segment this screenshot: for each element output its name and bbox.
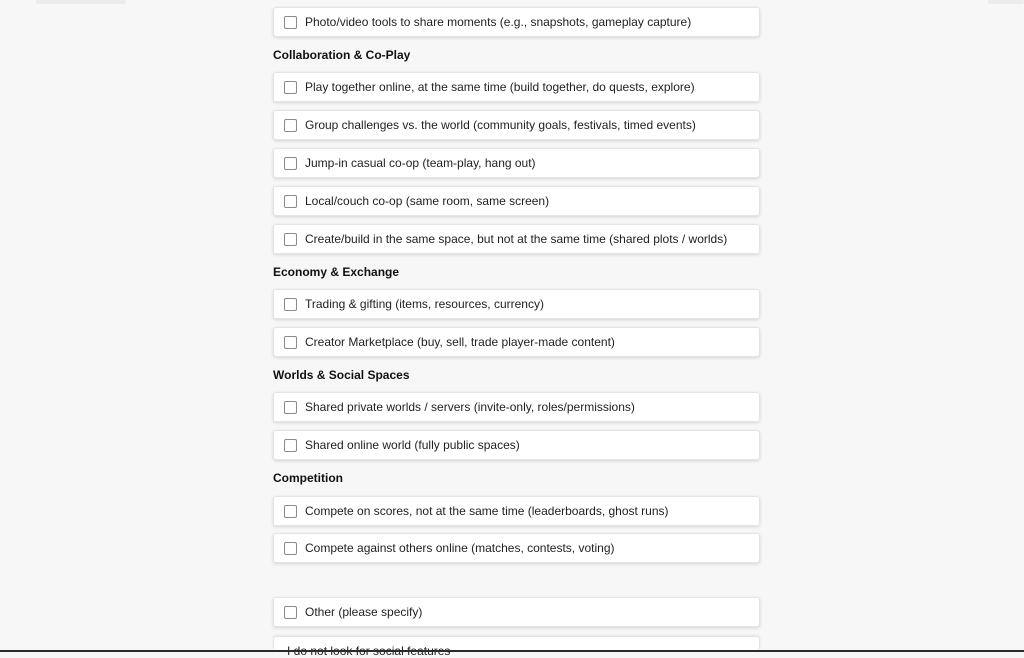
- window-bottom-edge: [0, 650, 1024, 652]
- option-label: Shared private worlds / servers (invite-only, roles/permissions): [305, 400, 635, 414]
- option-label: Photo/video tools to share moments (e.g., snapshots, gameplay capture): [305, 15, 692, 29]
- option-label: Shared online world (fully public spaces): [305, 438, 520, 452]
- option-shared-private-worlds[interactable]: [273, 392, 760, 422]
- option-label: Jump-in casual co-op (team-play, hang out): [305, 156, 536, 170]
- background-ghost-left: [36, 0, 126, 4]
- checkbox[interactable]: [284, 439, 297, 452]
- checkbox[interactable]: [284, 298, 297, 311]
- checkbox[interactable]: [284, 505, 297, 518]
- background-ghost-right: [988, 0, 1024, 4]
- option-no-social-features[interactable]: [273, 636, 760, 650]
- option-other[interactable]: [273, 597, 760, 627]
- checkbox[interactable]: [284, 119, 297, 132]
- section-title-economy: Economy & Exchange: [273, 265, 400, 279]
- option-label: Create/build in the same space, but not at the same time (shared plots / worlds): [305, 232, 728, 246]
- option-play-together[interactable]: [273, 72, 760, 102]
- section-title-competition: Competition: [273, 471, 343, 485]
- option-shared-online-world[interactable]: [273, 430, 760, 460]
- checkbox[interactable]: [284, 606, 297, 619]
- option-label: Other (please specify): [305, 605, 423, 619]
- option-create-build-async[interactable]: [273, 224, 760, 254]
- option-label: Local/couch co-op (same room, same screen): [305, 194, 550, 208]
- section-title-collaboration: Collaboration & Co-Play: [273, 48, 411, 62]
- checkbox[interactable]: [284, 16, 297, 29]
- checkbox[interactable]: [284, 233, 297, 246]
- option-trading-gifting[interactable]: [273, 289, 760, 319]
- checkbox[interactable]: [284, 542, 297, 555]
- option-jump-in-coop[interactable]: [273, 148, 760, 178]
- section-title-worlds: Worlds & Social Spaces: [273, 368, 410, 382]
- checkbox[interactable]: [284, 336, 297, 349]
- option-label: Compete against others online (matches, contests, voting): [305, 541, 615, 555]
- option-compete-online[interactable]: [273, 533, 760, 563]
- option-photo-video[interactable]: [273, 7, 760, 37]
- option-creator-marketplace[interactable]: [273, 327, 760, 357]
- option-compete-scores[interactable]: [273, 496, 760, 526]
- checkbox[interactable]: [284, 157, 297, 170]
- option-local-couch-coop[interactable]: [273, 186, 760, 216]
- checkbox[interactable]: [284, 195, 297, 208]
- option-label: Play together online, at the same time (build together, do quests, explore): [305, 80, 695, 94]
- checkbox[interactable]: [284, 401, 297, 414]
- option-label: Trading & gifting (items, resources, currency): [305, 297, 544, 311]
- option-group-challenges[interactable]: [273, 110, 760, 140]
- option-label: Creator Marketplace (buy, sell, trade player-made content): [305, 335, 615, 349]
- option-label: Compete on scores, not at the same time (leaderboards, ghost runs): [305, 504, 669, 518]
- option-label: Group challenges vs. the world (community goals, festivals, timed events): [305, 118, 696, 132]
- checkbox[interactable]: [284, 81, 297, 94]
